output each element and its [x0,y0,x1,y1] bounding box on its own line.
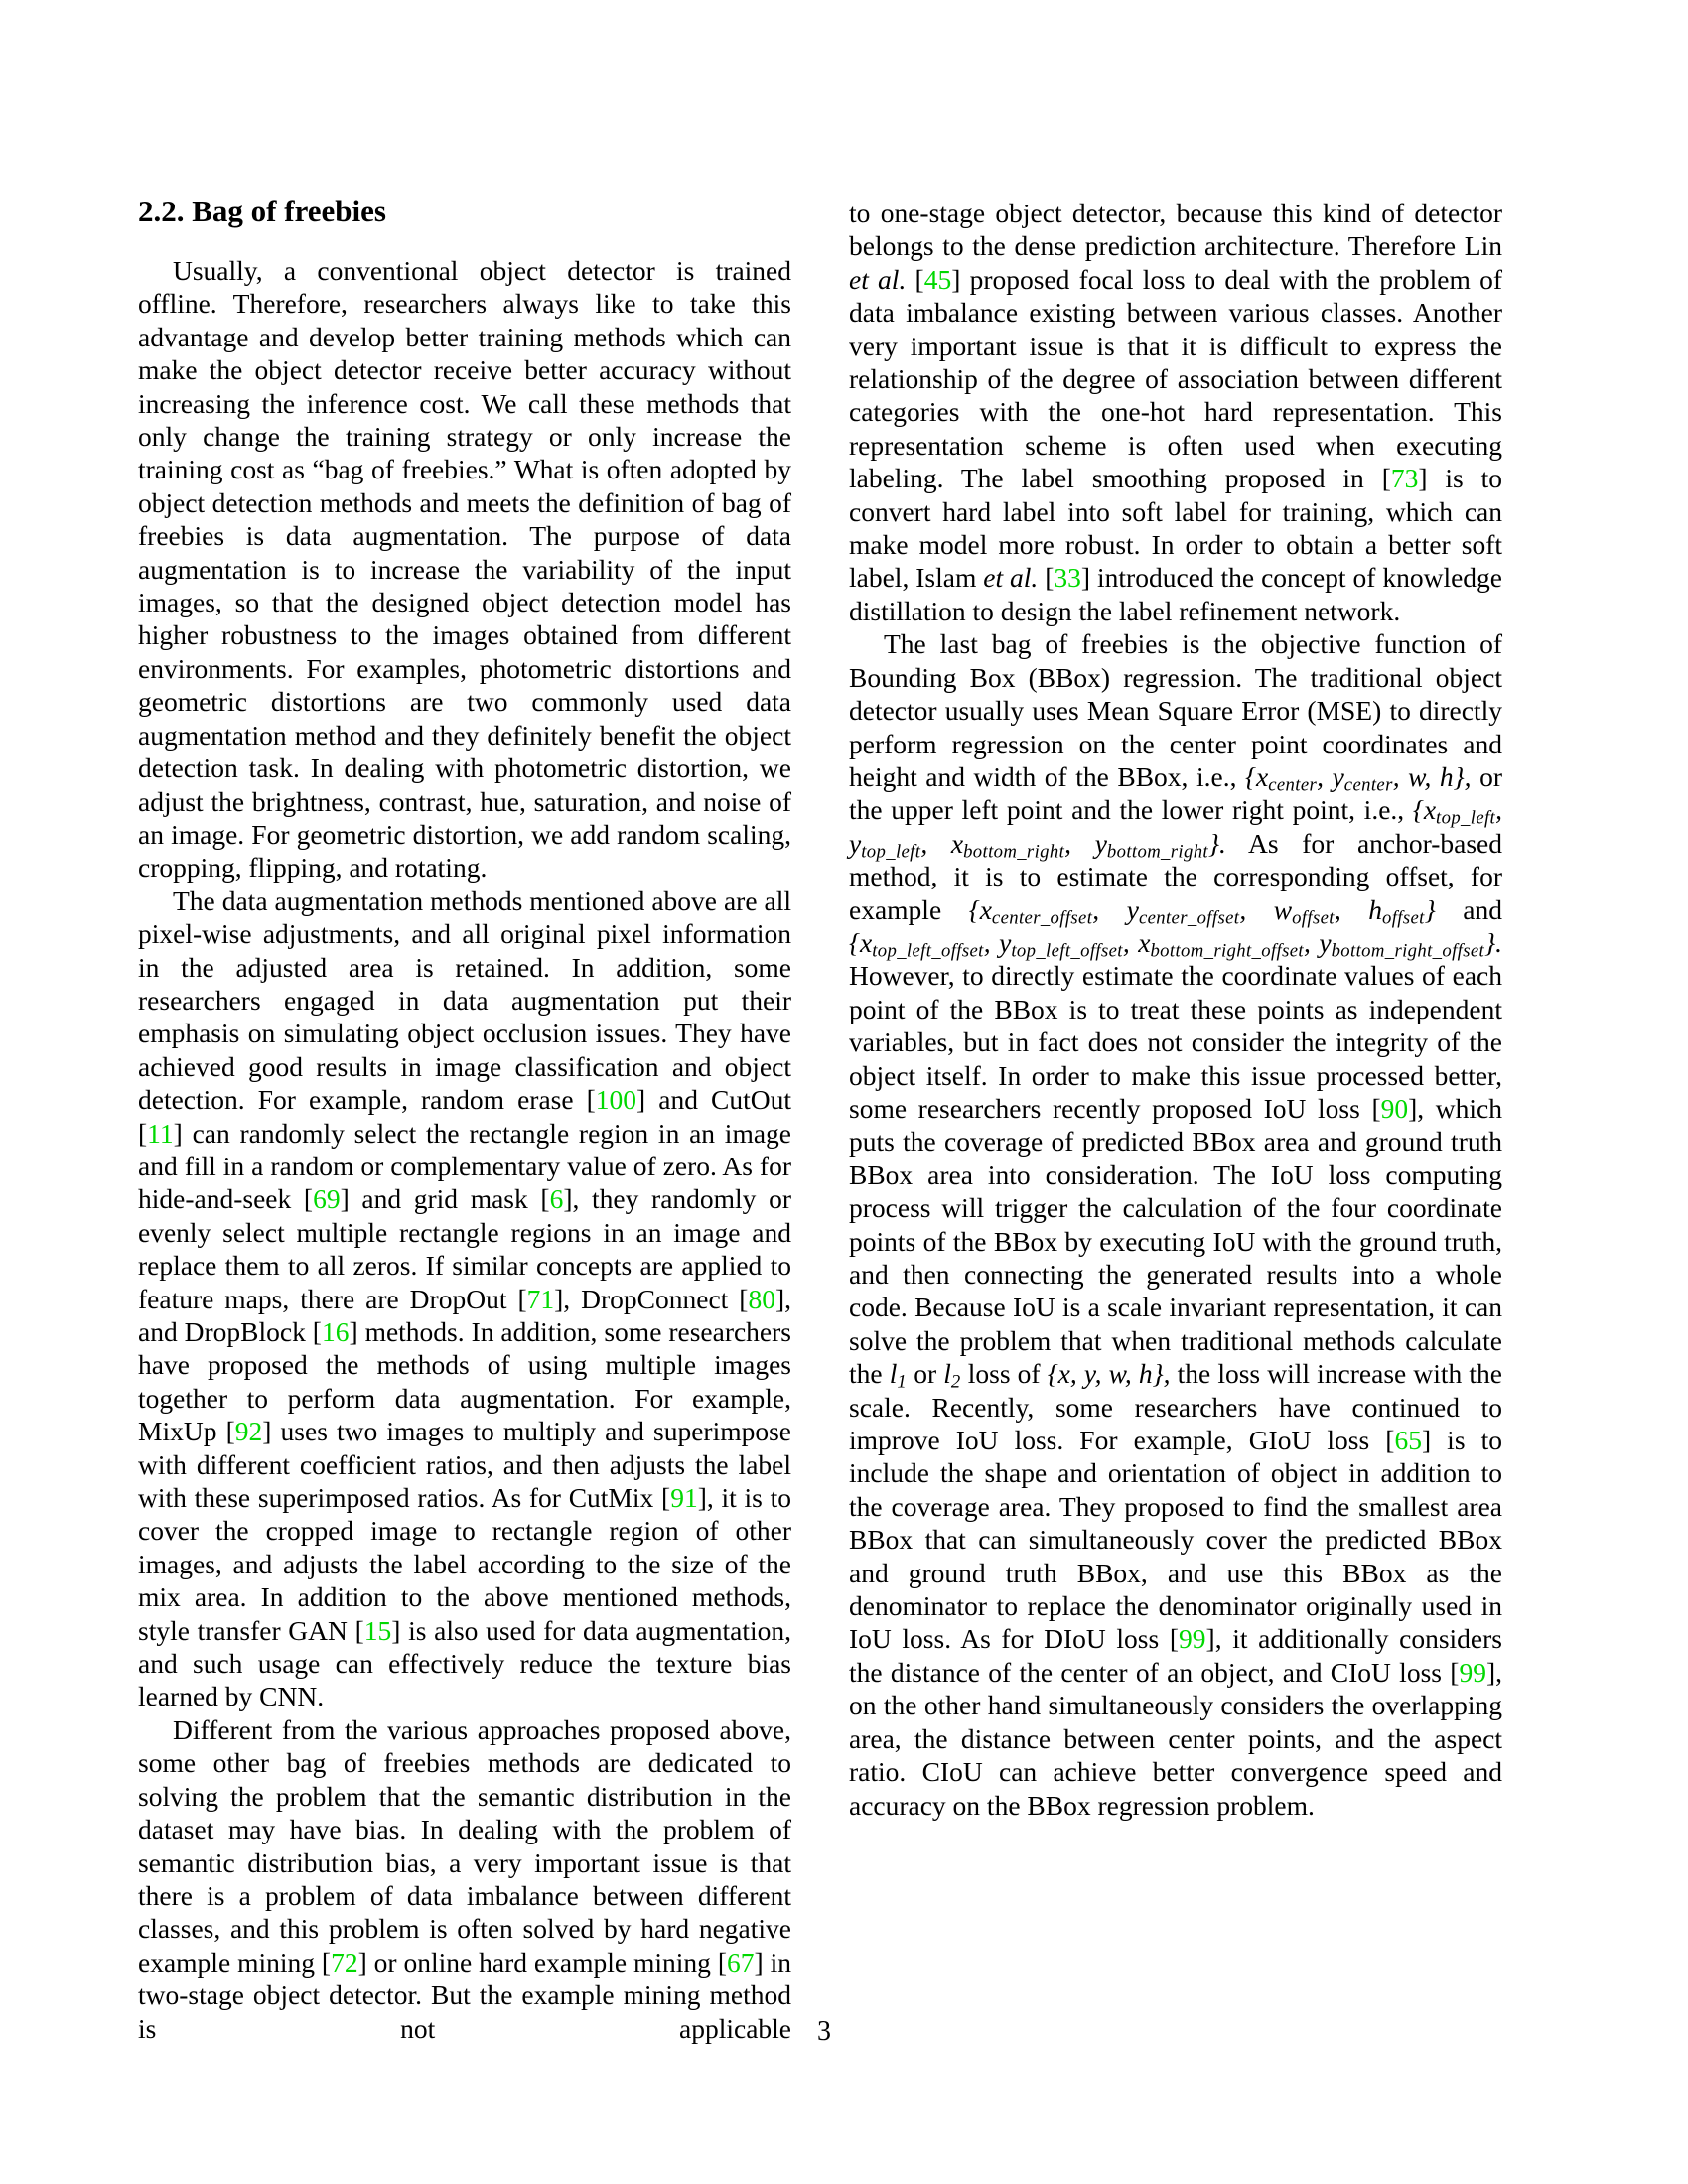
paragraph: The data augmentation methods mentioned above are all pixel-wise adjustments, and all original pixel information in the adjusted area is retained. In addition, some researchers engaged in data augmentation put their emphasis on simulating object occlusion issues. They have achieved good results in image classification and object detection. For example, random erase [100] and CutOut [11] can randomly select the rectangle region in an image and fill in a random or complementary value of zero. As for hide-and-seek [69] and grid mask [6], they randomly or evenly select multiple rectangle regions in an image and replace them to all zeros. If similar concepts are applied to feature maps, there are DropOut [71], DropConnect [80], and DropBlock [16] methods. In addition, some researchers have proposed the methods of using multiple images together to perform data augmentation. For example, MixUp [92] uses two images to multiply and superimpose with different coefficient ratios, and then adjusts the label with these superimposed ratios. As for CutMix [91], it is to cover the cropped image to rectangle region of other images, and adjusts the label according to the size of the mix area. In addition to the above mentioned methods, style transfer GAN [15] is also used for data augmentation, and such usage can effectively reduce the texture bias learned by CNN. [138,885,792,1712]
page-number: 3 [817,2016,831,2047]
citation-link[interactable]: 80 [748,1283,775,1314]
section-heading: 2.2. Bag of freebies [138,194,386,228]
citation-link[interactable]: 11 [147,1117,174,1149]
citation-link[interactable]: 16 [321,1316,350,1347]
math-expression: {$x_{top\_left}$, $y_{top\_left}$, $x_{bottom\_right}$, $y_{bottom\_right}$}. [849,794,1502,863]
paragraph: Different from the various approaches proposed above, some other bag of freebies methods are dedicated to solving the problem that the semantic distribution in the dataset may have bias. In dealing with the problem of semantic distribution bias, a very important issue is that there is a problem of data imbalance between different classes, and this problem is often solved by hard negative example mining [72] or online hard example mining [67] in two-stage object detector. But the example mining method is not applicable [138,1713,791,2044]
citation-link[interactable]: 45 [923,263,952,295]
paragraph: to one-stage object detector, because this kind of detector belongs to the dense prediction architecture. Therefore Lin et al. [45] proposed focal loss to deal with the problem of data imbalance existing between various classes. Another very important issue is that it is difficult to express the relationship of the degree of association between different categories with the one-hot hard representation. This representation scheme is often used when executing labeling. The label smoothing proposed in [73] is to convert hard label into soft label for training, which can make model more robust. In order to obtain a better soft label, Islam et al. [33] introduced the concept of knowledge distillation to design the label refinement network. [849,198,1502,626]
citation-link[interactable]: 72 [331,1946,358,1978]
math-expression: $l_1$ [889,1358,908,1393]
math-expression: $l_2$ [943,1358,961,1393]
citation-link[interactable]: 65 [1394,1425,1422,1456]
right-column [849,197,1502,1822]
left-column-text [138,254,791,2045]
citation-link[interactable]: 92 [234,1416,263,1447]
paragraph: The last bag of freebies is the objective function of Bounding Box (BBox) regression. The traditional object detector usually uses Mean Square Error (MSE) to directly perform regression on the center point coordinates and height and width of the BBox, i.e., {$x_{center}$, $y_{center}$, w, h}, or the upper left point and the lower right point, i.e., {$x_{top\_left}$, $y_{top\_left}$, $x_{bottom\_right}$, $y_{bottom\_right}$}. As for anchor-based method, it is to estimate the corresponding offset, for example {$x_{center\_offset}$, $y_{center\_offset}$, $w_{offset}$, $h_{offset}$} and {$x_{top\_left\_offset}$, $y_{top\_left\_offset}$, $x_{bottom\_right\_offset}$, $y_{bottom\_right\_offset}$}. However, to directly estimate the coordinate values of each point of the BBox is to treat these points as independent variables, but in fact does not consider the integrity of the object itself. In order to make this issue processed better, some researchers recently proposed IoU loss [90], which puts the coverage of predicted BBox area and ground truth BBox area into consideration. The IoU loss computing process will trigger the calculation of the four coordinate points of the BBox by executing IoU with the ground truth, and then connecting the generated results into a whole code. Because IoU is a scale invariant representation, it can solve the problem that when traditional methods calculate the $l_1$ or $l_2$ loss of {x, y, w, h}, the loss will increase with the scale. Recently, some researchers have continued to improve IoU loss. For example, GIoU loss [65] is to include the shape and orientation of object in addition to the coverage area. They proposed to find the smallest area BBox that can simultaneously cover the predicted BBox and ground truth BBox, and use this BBox as the denominator to replace the denominator originally used in IoU loss. As for DIoU loss [99], it additionally considers the distance of the center of an object, and CIoU loss [99], on the other hand simultaneously considers the overlapping area, the distance between center points, and the aspect ratio. CIoU can achieve better convergence speed and accuracy on the BBox regression problem. [849,628,1503,1821]
citation-link[interactable]: 73 [1390,463,1419,494]
paragraph: Usually, a conventional object detector is trained offline. Therefore, researchers always like to take this advantage and develop better training methods which can make the object detector receive better accuracy without increasing the inference cost. We call these methods that only change the training strategy or only increase the training cost as “bag of freebies.” What is often adopted by object detection methods and meets the definition of bag of freebies is data augmentation. The purpose of data augmentation is to increase the variability of the input images, so that the designed object detection model has higher robustness to the images obtained from different environments. For examples, photometric distortions and geometric distortions are two commonly used data augmentation method and they definitely benefit the object detection task. In dealing with photometric distortion, we adjust the brightness, contrast, hue, saturation, and noise of an image. For geometric distortion, we add random scaling, cropping, flipping, and rotating. [138,255,791,884]
math-expression: {$x_{center\_offset}$, $y_{center\_offset}$, $w_{offset}$, $h_{offset}$} [968,893,1436,929]
citation-link[interactable]: 91 [670,1482,698,1514]
citation-link[interactable]: 99 [1459,1656,1486,1688]
citation-link[interactable]: 69 [313,1183,341,1215]
italic-text: et al. [983,562,1039,594]
citation-link[interactable]: 100 [595,1084,637,1116]
citation-link[interactable]: 33 [1054,562,1081,594]
citation-link[interactable]: 71 [526,1283,555,1314]
math-expression: {$x_{center}$, $y_{center}$, w, h}, [1245,760,1472,796]
citation-link[interactable]: 67 [727,1946,755,1978]
italic-text: et al. [849,263,907,295]
citation-link[interactable]: 6 [549,1183,564,1215]
citation-link[interactable]: 90 [1380,1092,1409,1124]
math-expression: {x, y, w, h}, [1047,1358,1171,1390]
right-column-text [849,197,1502,1822]
math-expression: {$x_{top\_left\_offset}$, $y_{top\_left\_offset}$, $x_{bottom\_right\_offset}$, $y_{bottom\_right\_offset}$}. [849,926,1502,962]
left-column [138,195,791,2045]
citation-link[interactable]: 99 [1179,1623,1206,1655]
citation-link[interactable]: 15 [363,1614,392,1646]
